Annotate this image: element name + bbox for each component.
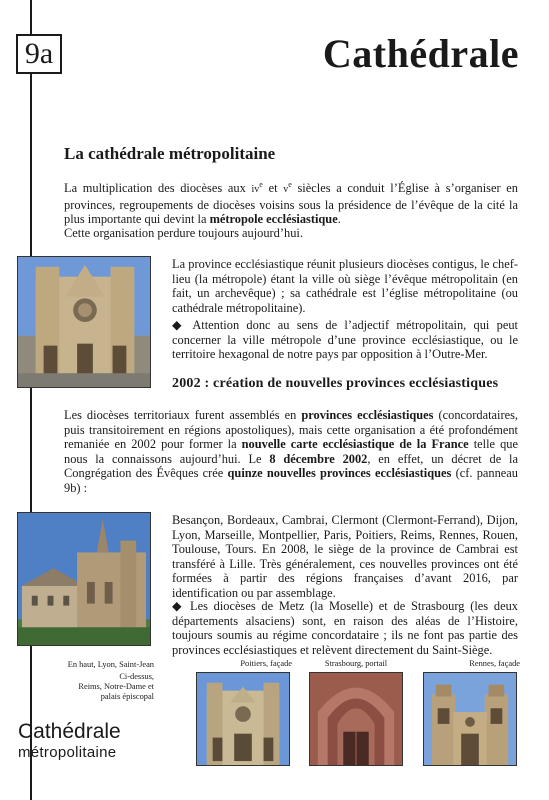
caption-lyon: En haut, Lyon, Saint-Jean [67,660,154,669]
intro-paragraph: La multiplication des diocèses aux $iv^e$ et $v^e$ siècles a conduit l’Église à s’organiser en provinces, regroupements de diocèses voisins sous la présidence de l’évêque de la cité la plus importante qui devint la métropole ecclésiastique. [64,180,518,227]
caption-strasbourg: Strasbourg, portail [324,659,388,668]
photo-reims-cathedral [17,512,151,646]
section-2002-paragraph: Les diocèses territoriaux furent assemblés en provinces ecclésiastiques (concordataires, puis transitoirement en régions apostoliques), mais cette organisation a été profondément remaniée en 2002 pour former la nouvelle carte ecclésiastique de la France telle que nous la connaissons aujourd’hui. Le 8 décembre 2002, en effet, un décret de la Congrégation des Évêques crée quinze nouvelles provinces ecclésiastiques (cf. panneau 9b) : [64,408,518,495]
photo-strasbourg-portal [309,672,403,766]
caption-rennes: Rennes, façade [469,659,520,668]
section-subtitle: La cathédrale métropolitaine [64,144,276,163]
province-warning-paragraph: ◆ Attention donc au sens de l’adjectif métropolitain, qui peut concerner la ville métropole d’une province ecclésiastique, ou le territoire hexagonal de notre pays par opposition à l’Outre-Mer. [172,318,518,362]
caption-poitiers: Poitiers, façade [240,659,292,668]
diamond-bullet-icon: ◆ [172,599,185,613]
bottom-panel-label: Cathédrale métropolitaine [18,720,121,761]
intro-paragraph-2: Cette organisation perdure toujours aujourd’hui. [64,226,303,240]
cities-paragraph: Besançon, Bordeaux, Cambrai, Clermont (Clermont-Ferrand), Dijon, Lyon, Marseille, Montpellier, Paris, Poitiers, Reims, Rennes, Rouen, Toulouse, Tours. En 2008, le siège de la province de Cambrai est transféré à Lille. Très généralement, ces nouvelles provinces ont été formées à partir des régions françaises d’avant 2016, par identification ou par assemblage. [172,513,518,600]
diamond-bullet-icon: ◆ [172,318,186,332]
panel-number: 9a [16,34,62,74]
section-heading-2002: 2002 : création de nouvelles provinces ecclésiastiques [172,376,499,391]
photo-rennes-facade [423,672,517,766]
province-paragraph: La province ecclésiastique réunit plusieurs diocèses contigus, le chef-lieu (la métropole) étant la ville où siège l’évêque métropolitain (en fait, un archevêque) ; sa cathédrale est l’église métropolitaine (ou cathédrale métropolitaine). [172,257,518,315]
page-title: Cathédrale [322,31,519,76]
photo-poitiers-facade [196,672,290,766]
photo-lyon-cathedral [17,256,151,388]
concordat-paragraph: ◆ Les diocèses de Metz (la Moselle) et de Strasbourg (les deux départements alsaciens) sont, en raison des aléas de l’Histoire, toujours soumis au régime concordataire ; ils ne font pas partie des provinces ecclésiastiques et relèvent directement du Saint-Siège. [172,599,518,657]
caption-reims: Ci-dessus, Reims, Notre-Dame et palais épiscopal [78,672,154,701]
